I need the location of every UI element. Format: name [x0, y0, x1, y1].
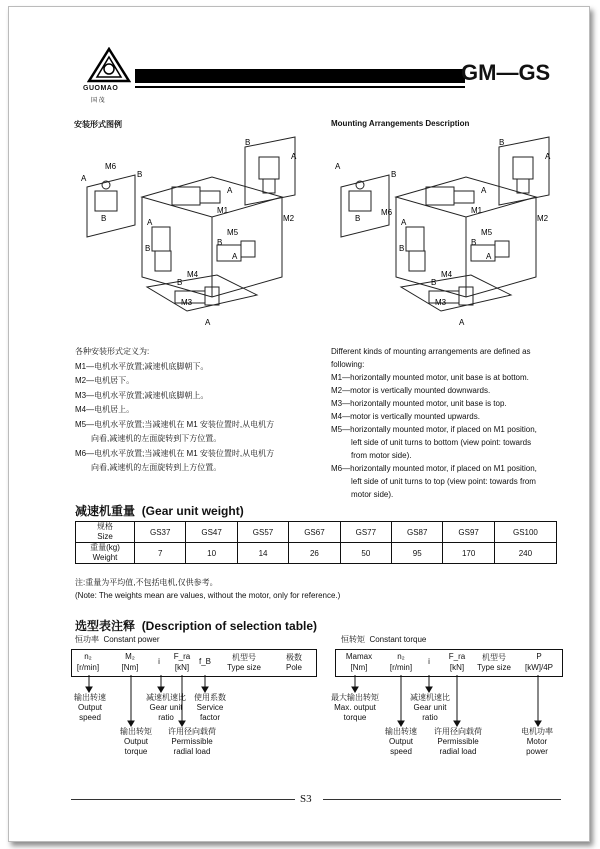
series-title: GM—GS [461, 60, 551, 85]
weight-table [75, 521, 557, 564]
size-cell: GS87 [392, 522, 443, 543]
ct-unit-n2: [r/min] [389, 663, 413, 672]
cp-unit-m2: [Nm] [121, 663, 139, 672]
page-number: S3 [300, 793, 312, 805]
def-en-m6-cont: left side of unit turns to top (view point: towards from [351, 477, 536, 486]
cp-symbol-type: 机型号 [232, 653, 256, 662]
constant-power-head: 恒功率 Constant power [75, 635, 160, 644]
weight-title-en: (Gear unit weight) [141, 504, 244, 518]
def-en-m1: M1—horizontally mounted motor, unit base is at bottom. [331, 373, 529, 382]
def-cn-m6-cont: 向看,减速机的左面旋转到上方位置。 [75, 463, 222, 472]
svg-text:A: A [486, 252, 492, 261]
svg-text:A: A [227, 186, 233, 195]
size-cell: GS77 [340, 522, 391, 543]
ct-unit-fra: [kN] [449, 663, 465, 672]
def-cn-m6: M6—电机水平放置;当减速机在 M1 安装位置时,从电机方 [75, 448, 275, 458]
ct-label-radial-load: 许用径向载荷 Permissible radial load [434, 727, 482, 756]
ct-symbol-type: 机型号 [482, 653, 506, 662]
label-m4: M4 [187, 270, 199, 279]
svg-text:B: B [391, 170, 397, 179]
def-en-m6-cont2: motor side). [351, 490, 394, 499]
svg-text:M3: M3 [435, 298, 447, 307]
weight-note-en: (Note: The weights mean are values, without the motor, only for reference.) [75, 591, 341, 600]
svg-text:M1: M1 [471, 206, 483, 215]
svg-text:M6: M6 [381, 208, 393, 217]
svg-text:B: B [145, 244, 151, 253]
svg-text:B: B [217, 238, 223, 247]
def-cn-m2: M2—电机居下。 [75, 376, 135, 385]
svg-text:A: A [291, 152, 297, 161]
ct-label-ratio: 减速机速比 Gear unit ratio [410, 693, 450, 722]
def-cn-m4: M4—电机居上。 [75, 405, 135, 414]
def-en-m4: M4—motor is vertically mounted upwards. [331, 412, 480, 421]
ct-unit-p: [kW]/4P [524, 663, 553, 672]
svg-text:B: B [245, 138, 251, 147]
cp-symbol-fra: F_ra [173, 652, 191, 661]
svg-text:A: A [481, 186, 487, 195]
mounting-title-cn: 安装形式图例 [74, 120, 122, 129]
label-m6: M6 [105, 162, 117, 171]
ct-unit-type: Type size [477, 663, 511, 672]
constant-torque-head: 恒转矩 Constant torque [341, 635, 427, 644]
selection-title [75, 617, 317, 634]
label-m3: M3 [181, 298, 193, 307]
ct-unit-mamax: [Nm] [350, 663, 368, 672]
cp-symbol-pole: 极数 [286, 653, 302, 662]
mounting-diagram-cn [77, 135, 317, 345]
size-cell: GS100 [494, 522, 556, 543]
svg-text:A: A [147, 218, 153, 227]
weight-title-cn: 减速机重量 [75, 504, 136, 518]
svg-text:B: B [471, 238, 477, 247]
definitions-en [331, 345, 561, 501]
ct-label-max-torque: 最大输出转矩 Max. output torque [331, 693, 379, 722]
cp-symbol-fb: f_B [198, 657, 211, 666]
ct-symbol-i: i [428, 657, 430, 666]
svg-text:A: A [459, 318, 465, 327]
weight-cell: 7 [135, 543, 186, 564]
svg-text:A: A [232, 252, 238, 261]
svg-text:B: B [355, 214, 361, 223]
def-en-m5-cont: left side of unit turns to bottom (view point: towards [351, 438, 532, 447]
cp-label-radial-load: 许用径向载荷 Permissible radial load [168, 727, 216, 756]
cp-unit-type: Type size [227, 663, 261, 672]
header-bar [135, 69, 465, 83]
weight-cell: 170 [443, 543, 494, 564]
cp-symbol-m2: M₂ [125, 652, 135, 661]
definitions-en-intro2: following: [331, 360, 365, 369]
cp-symbol-n2: n₂ [84, 652, 92, 661]
def-en-m3: M3—horizontally mounted motor, unit base is top. [331, 399, 507, 408]
svg-text:A: A [81, 174, 87, 183]
ct-label-output-speed: 输出转速 Output speed [385, 727, 417, 756]
weight-cell: 95 [392, 543, 443, 564]
svg-text:B: B [177, 278, 183, 287]
table-row [76, 543, 557, 564]
label-m1: M1 [217, 206, 229, 215]
def-cn-m1: M1—电机水平放置;减速机底脚朝下。 [75, 361, 209, 371]
svg-text:A: A [335, 162, 341, 171]
label-m5: M5 [227, 228, 239, 237]
weight-header: 重量(kg) Weight [76, 543, 135, 564]
svg-text:B: B [399, 244, 405, 253]
catalog-page [8, 6, 590, 842]
def-en-m5: M5—horizontally mounted motor, if placed on M1 position, [331, 425, 537, 434]
svg-text:A: A [545, 152, 551, 161]
svg-text:M4: M4 [441, 270, 453, 279]
label-m2: M2 [283, 214, 295, 223]
logo-cn: 国 茂 [91, 98, 105, 104]
guomao-logo-icon [87, 47, 131, 85]
table-row [76, 522, 557, 543]
def-cn-m3: M3—电机水平放置;减速机底脚朝上。 [75, 390, 209, 400]
cp-label-service-factor: 使用系数 Service factor [194, 693, 226, 722]
footer-rule-right [323, 799, 561, 800]
weight-cell: 14 [237, 543, 288, 564]
size-cell: GS37 [135, 522, 186, 543]
cp-unit-fra: [kN] [174, 663, 190, 672]
cp-label-output-torque: 输出转矩 Output torque [120, 727, 152, 756]
def-cn-m5: M5—电机水平放置;当减速机在 M1 安装位置时,从电机方 [75, 419, 275, 429]
definitions-cn [75, 345, 315, 476]
svg-text:B: B [101, 214, 107, 223]
def-en-m5-cont2: from motor side). [351, 451, 412, 460]
svg-text:M5: M5 [481, 228, 493, 237]
logo-brand: GUOMAO [83, 85, 119, 92]
ct-symbol-p: P [536, 652, 542, 661]
size-cell: GS57 [237, 522, 288, 543]
mounting-diagram-en [331, 135, 571, 345]
svg-text:A: A [205, 318, 211, 327]
ct-symbol-mamax: Mamax [345, 652, 373, 661]
cp-label-ratio: 减速机速比 Gear unit ratio [146, 693, 186, 722]
weight-cell: 50 [340, 543, 391, 564]
cp-unit-n2: [r/min] [76, 663, 100, 672]
selection-title-en: (Description of selection table) [141, 619, 318, 633]
svg-text:M2: M2 [537, 214, 549, 223]
weight-cell: 26 [289, 543, 340, 564]
cp-unit-pole: Pole [285, 663, 302, 672]
ct-label-motor-power: 电机功率 Motor power [521, 727, 553, 756]
weight-note-cn: 注:重量为平均值,不包括电机,仅供参考。 [75, 578, 218, 587]
cp-symbol-i: i [158, 657, 160, 666]
size-header: 规格 Size [76, 522, 135, 543]
def-en-m6: M6—horizontally mounted motor, if placed on M1 position, [331, 464, 537, 473]
definitions-cn-intro: 各种安装形式定义为: [75, 347, 150, 356]
svg-text:B: B [137, 170, 143, 179]
svg-text:A: A [401, 218, 407, 227]
ct-symbol-fra: F_ra [448, 652, 466, 661]
selection-title-cn: 选型表注释 [75, 619, 136, 633]
definitions-en-intro: Different kinds of mounting arrangements are defined as [331, 347, 531, 356]
def-cn-m5-cont: 向看,减速机的左面旋转到下方位置。 [75, 434, 222, 443]
svg-text:B: B [499, 138, 505, 147]
weight-cell: 240 [494, 543, 556, 564]
def-en-m2: M2—motor is vertically mounted downwards. [331, 386, 491, 395]
weight-cell: 10 [186, 543, 237, 564]
svg-text:B: B [431, 278, 437, 287]
footer-rule-left [71, 799, 295, 800]
ct-symbol-n2: n₂ [397, 652, 405, 661]
weight-title [75, 502, 244, 519]
size-cell: GS67 [289, 522, 340, 543]
mounting-title-en: Mounting Arrangements Description [331, 119, 470, 128]
size-cell: GS97 [443, 522, 494, 543]
header-rule [135, 86, 465, 88]
cp-label-output-speed: 输出转速 Output speed [74, 693, 106, 722]
size-cell: GS47 [186, 522, 237, 543]
